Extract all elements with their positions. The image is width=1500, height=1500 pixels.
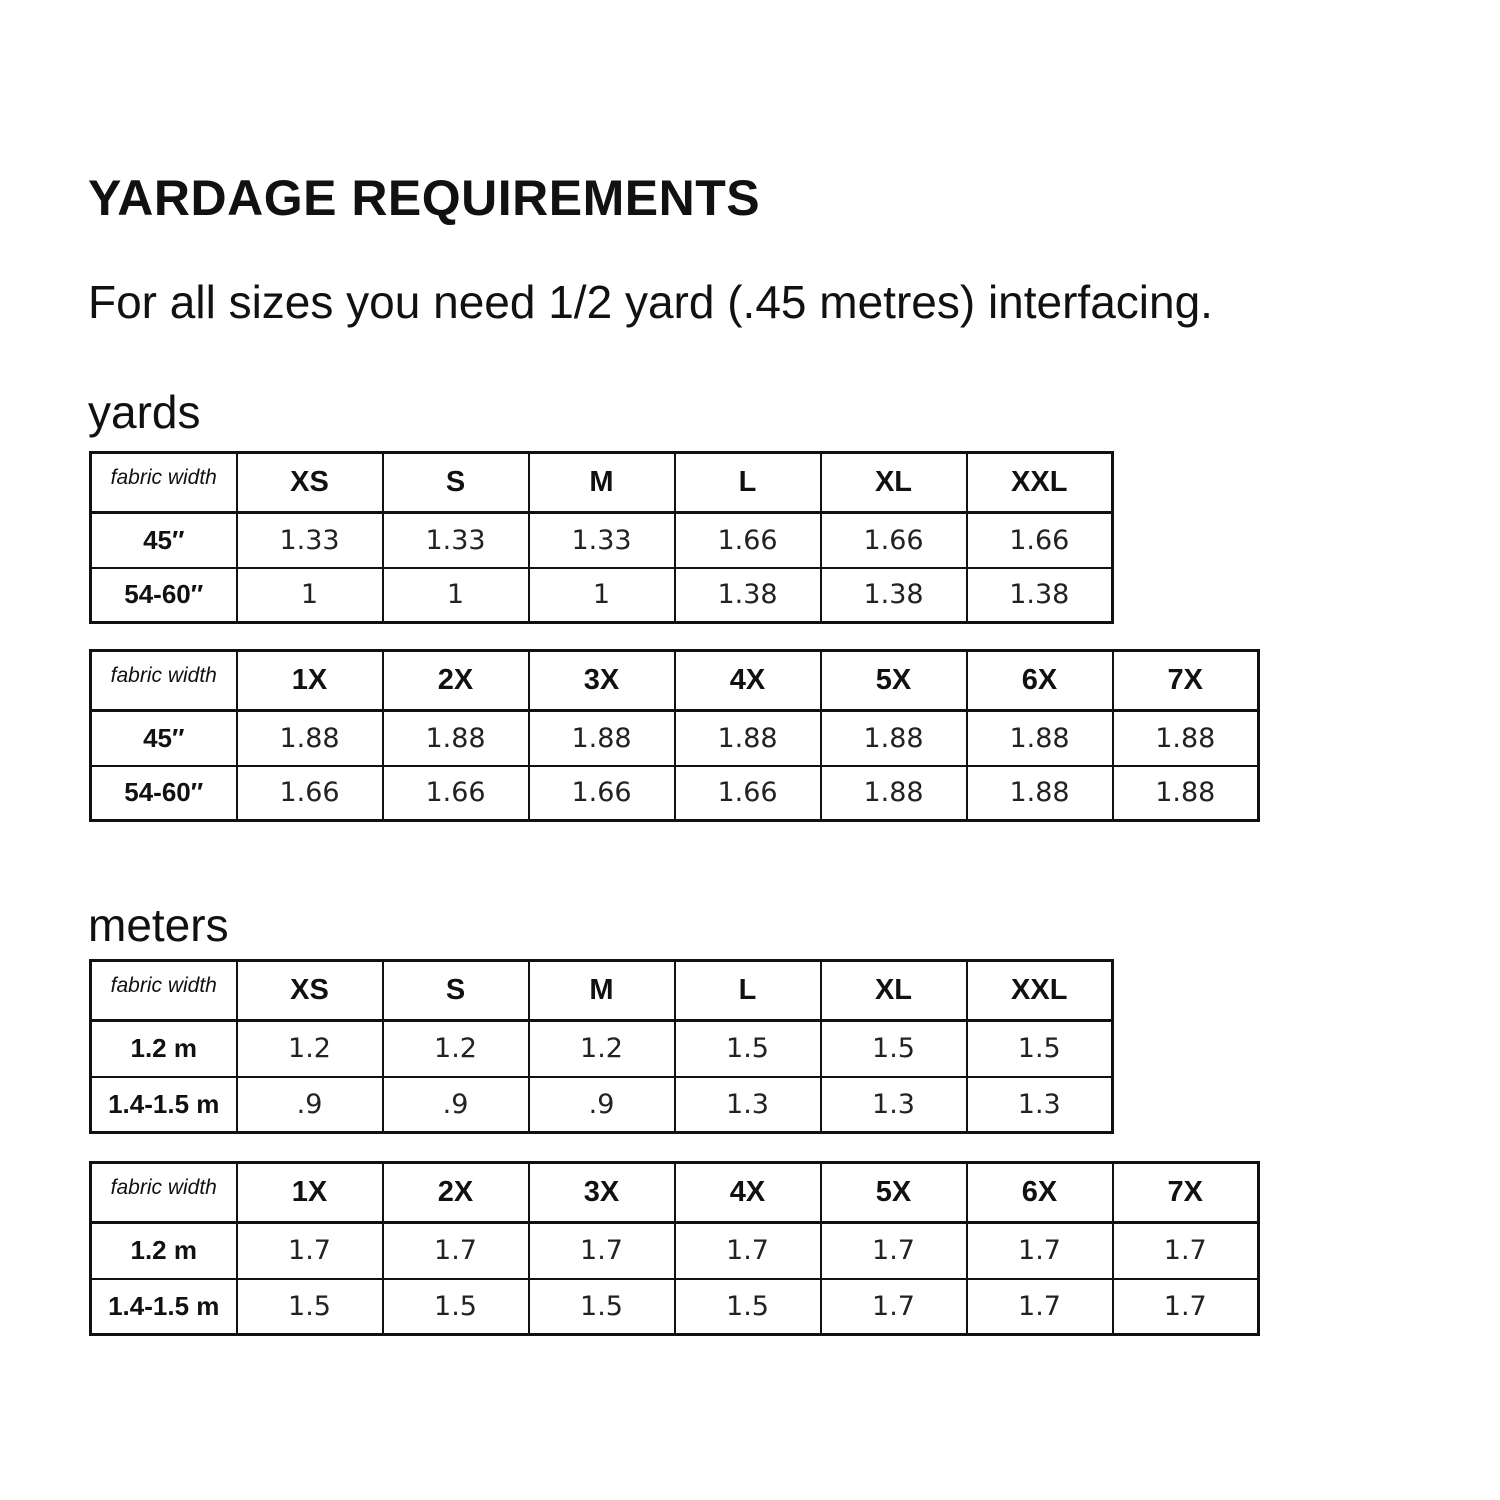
table-row <box>91 568 1113 623</box>
size-header: XXL <box>967 961 1113 1021</box>
yardage-cell: 1.38 <box>675 568 821 623</box>
meterage-cell: 1.5 <box>383 1279 529 1335</box>
size-header: 5X <box>821 651 967 711</box>
yardage-cell: 1.88 <box>529 711 675 766</box>
meterage-cell: 1.7 <box>1113 1223 1259 1279</box>
size-header: 2X <box>383 1163 529 1223</box>
yardage-cell: 1.66 <box>675 766 821 821</box>
meterage-cell: 1.7 <box>967 1223 1113 1279</box>
meterage-cell: 1.5 <box>967 1021 1113 1077</box>
fabric-width-header: fabric width <box>91 961 237 1021</box>
yardage-cell: 1.38 <box>821 568 967 623</box>
size-header: S <box>383 453 529 513</box>
meterage-cell: 1.3 <box>821 1077 967 1133</box>
size-header: 7X <box>1113 1163 1259 1223</box>
size-header-row <box>91 453 1113 513</box>
yardage-cell: 1.66 <box>237 766 383 821</box>
meters-table-standard-sizes <box>89 959 1114 1134</box>
size-header: 6X <box>967 651 1113 711</box>
fabric-width-label: 1.4-1.5 m <box>91 1077 237 1133</box>
size-header: S <box>383 961 529 1021</box>
meterage-cell: 1.3 <box>675 1077 821 1133</box>
size-header: XS <box>237 453 383 513</box>
table-row <box>91 711 1259 766</box>
yardage-cell: 1.66 <box>821 513 967 568</box>
meterage-cell: 1.7 <box>1113 1279 1259 1335</box>
yardage-cell: 1 <box>383 568 529 623</box>
size-header: 2X <box>383 651 529 711</box>
yardage-cell: 1 <box>529 568 675 623</box>
size-header-row <box>91 961 1113 1021</box>
fabric-width-label: 1.4-1.5 m <box>91 1279 237 1335</box>
meterage-cell: .9 <box>237 1077 383 1133</box>
meterage-cell: 1.5 <box>675 1279 821 1335</box>
yards-table-standard-sizes <box>89 451 1114 624</box>
size-header: 6X <box>967 1163 1113 1223</box>
size-header: 3X <box>529 651 675 711</box>
size-header: XL <box>821 453 967 513</box>
size-header-row <box>91 1163 1259 1223</box>
size-header: 1X <box>237 1163 383 1223</box>
meters-table-plus-sizes <box>89 1161 1260 1336</box>
yardage-cell: 1.66 <box>967 513 1113 568</box>
fabric-width-header: fabric width <box>91 453 237 513</box>
fabric-width-label: 54-60″ <box>91 766 237 821</box>
yardage-cell: 1.88 <box>821 711 967 766</box>
fabric-width-label: 1.2 m <box>91 1223 237 1279</box>
size-header: M <box>529 453 675 513</box>
yardage-cell: 1.66 <box>383 766 529 821</box>
table-row <box>91 1021 1113 1077</box>
size-header: 1X <box>237 651 383 711</box>
table-row <box>91 1223 1259 1279</box>
yardage-cell: 1.88 <box>1113 711 1259 766</box>
meterage-cell: 1.5 <box>675 1021 821 1077</box>
size-header: L <box>675 961 821 1021</box>
meterage-cell: 1.2 <box>237 1021 383 1077</box>
yards-table-plus-sizes <box>89 649 1260 822</box>
meterage-cell: 1.5 <box>821 1021 967 1077</box>
table-row <box>91 513 1113 568</box>
interfacing-note: For all sizes you need 1/2 yard (.45 metres) interfacing. <box>88 276 1213 328</box>
size-header: XL <box>821 961 967 1021</box>
meterage-cell: 1.7 <box>821 1223 967 1279</box>
size-header: 4X <box>675 651 821 711</box>
yardage-cell: 1.33 <box>529 513 675 568</box>
yardage-cell: 1.88 <box>237 711 383 766</box>
table-row <box>91 1279 1259 1335</box>
yardage-cell: 1.38 <box>967 568 1113 623</box>
yardage-cell: 1.88 <box>967 711 1113 766</box>
meterage-cell: 1.7 <box>821 1279 967 1335</box>
meterage-cell: 1.2 <box>529 1021 675 1077</box>
size-header: XXL <box>967 453 1113 513</box>
fabric-width-label: 45″ <box>91 711 237 766</box>
fabric-width-label: 45″ <box>91 513 237 568</box>
yardage-cell: 1.66 <box>529 766 675 821</box>
page-title: YARDAGE REQUIREMENTS <box>88 170 761 226</box>
size-header-row <box>91 651 1259 711</box>
meters-heading: meters <box>88 899 229 951</box>
fabric-width-label: 54-60″ <box>91 568 237 623</box>
yardage-cell: 1 <box>237 568 383 623</box>
meterage-cell: 1.2 <box>383 1021 529 1077</box>
yardage-cell: 1.88 <box>821 766 967 821</box>
meterage-cell: 1.7 <box>529 1223 675 1279</box>
meterage-cell: 1.5 <box>529 1279 675 1335</box>
fabric-width-header: fabric width <box>91 651 237 711</box>
size-header: 5X <box>821 1163 967 1223</box>
size-header: XS <box>237 961 383 1021</box>
table-row <box>91 1077 1113 1133</box>
size-header: 7X <box>1113 651 1259 711</box>
yardage-cell: 1.88 <box>1113 766 1259 821</box>
fabric-width-header: fabric width <box>91 1163 237 1223</box>
yardage-cell: 1.88 <box>967 766 1113 821</box>
meterage-cell: 1.7 <box>967 1279 1113 1335</box>
meterage-cell: 1.7 <box>383 1223 529 1279</box>
size-header: L <box>675 453 821 513</box>
meterage-cell: .9 <box>383 1077 529 1133</box>
size-header: 4X <box>675 1163 821 1223</box>
meterage-cell: 1.7 <box>237 1223 383 1279</box>
meterage-cell: .9 <box>529 1077 675 1133</box>
size-header: M <box>529 961 675 1021</box>
size-header: 3X <box>529 1163 675 1223</box>
yards-heading: yards <box>88 386 201 438</box>
meterage-cell: 1.5 <box>237 1279 383 1335</box>
yardage-cell: 1.66 <box>675 513 821 568</box>
table-row <box>91 766 1259 821</box>
fabric-width-label: 1.2 m <box>91 1021 237 1077</box>
meterage-cell: 1.7 <box>675 1223 821 1279</box>
yardage-cell: 1.33 <box>237 513 383 568</box>
yardage-cell: 1.88 <box>675 711 821 766</box>
yardage-cell: 1.88 <box>383 711 529 766</box>
yardage-cell: 1.33 <box>383 513 529 568</box>
meterage-cell: 1.3 <box>967 1077 1113 1133</box>
